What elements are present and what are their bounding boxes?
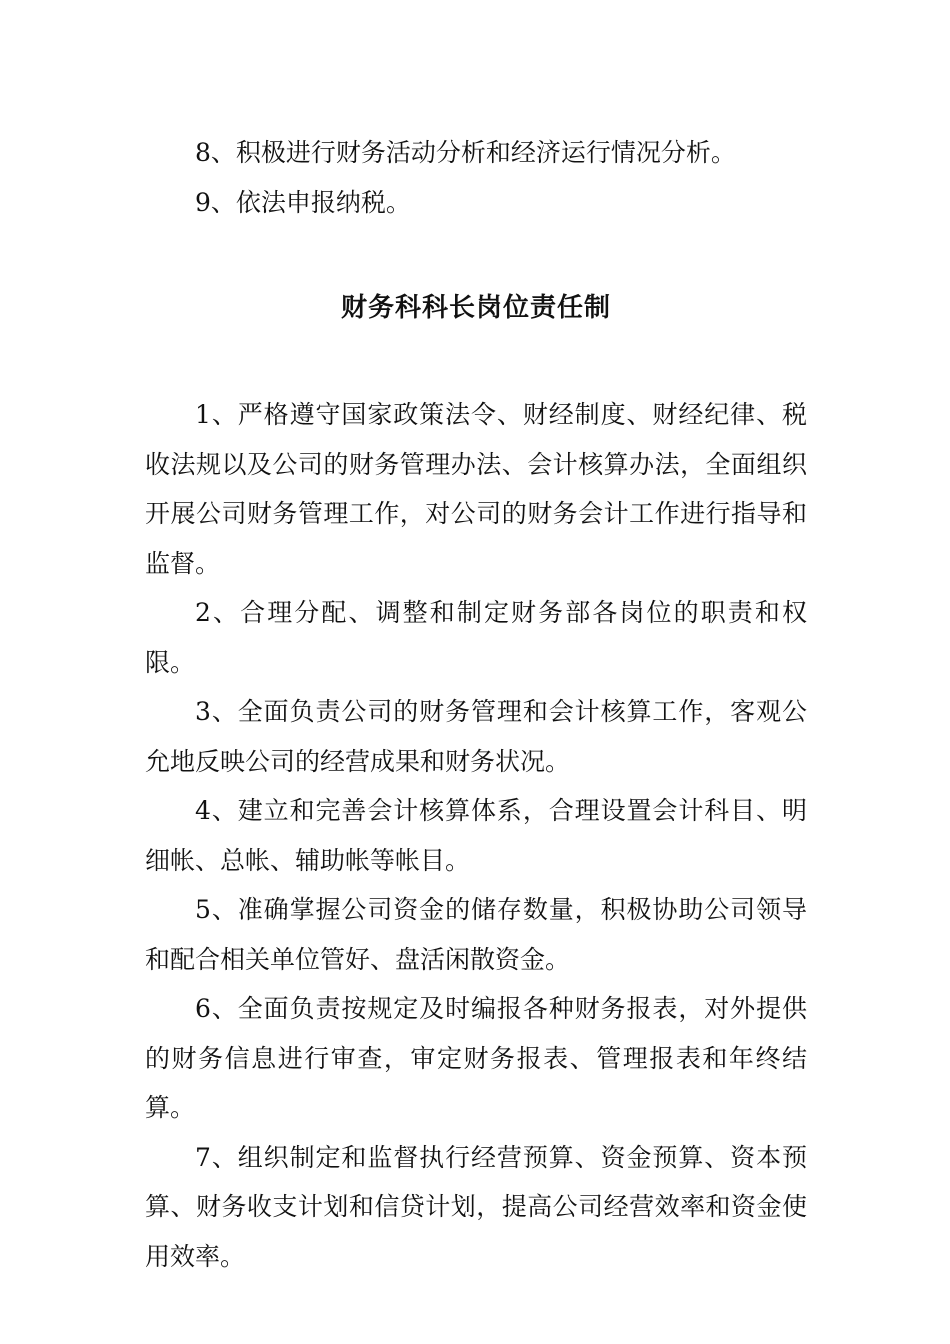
- responsibility-list: [145, 390, 807, 1281]
- document-page: [145, 128, 807, 1281]
- section-title: 财务科科长岗位责任制: [340, 293, 611, 323]
- list-item: 7、组织制定和监督执行经营预算、资金预算、资本预算、财务收支计划和信贷计划，提高公司经营效率和资金使用效率。: [145, 1142, 807, 1271]
- list-item: 8、积极进行财务活动分析和经济运行情况分析。: [195, 138, 736, 167]
- list-item: 3、全面负责公司的财务管理和会计核算工作，客观公允地反映公司的经营成果和财务状况。: [145, 697, 807, 776]
- list-item: 9、依法申报纳税。: [195, 187, 411, 217]
- list-item: 1、严格遵守国家政策法令、财经制度、财经纪律、税收法规以及公司的财务管理办法、会计核算办法，全面组织开展公司财务管理工作，对公司的财务会计工作进行指导和监督。: [145, 400, 807, 578]
- previous-section-items: [145, 128, 807, 227]
- list-item: 5、准确掌握公司资金的储存数量，积极协助公司领导和配合相关单位管好、盘活闲散资金。: [145, 895, 807, 974]
- list-item: 2、合理分配、调整和制定财务部各岗位的职责和权限。: [145, 598, 807, 677]
- list-item: 4、建立和完善会计核算体系，合理设置会计科目、明细帐、总帐、辅助帐等帐目。: [145, 796, 807, 875]
- list-item: 6、全面负责按规定及时编报各种财务报表，对外提供的财务信息进行审查，审定财务报表、管理报表和年终结算。: [145, 994, 807, 1122]
